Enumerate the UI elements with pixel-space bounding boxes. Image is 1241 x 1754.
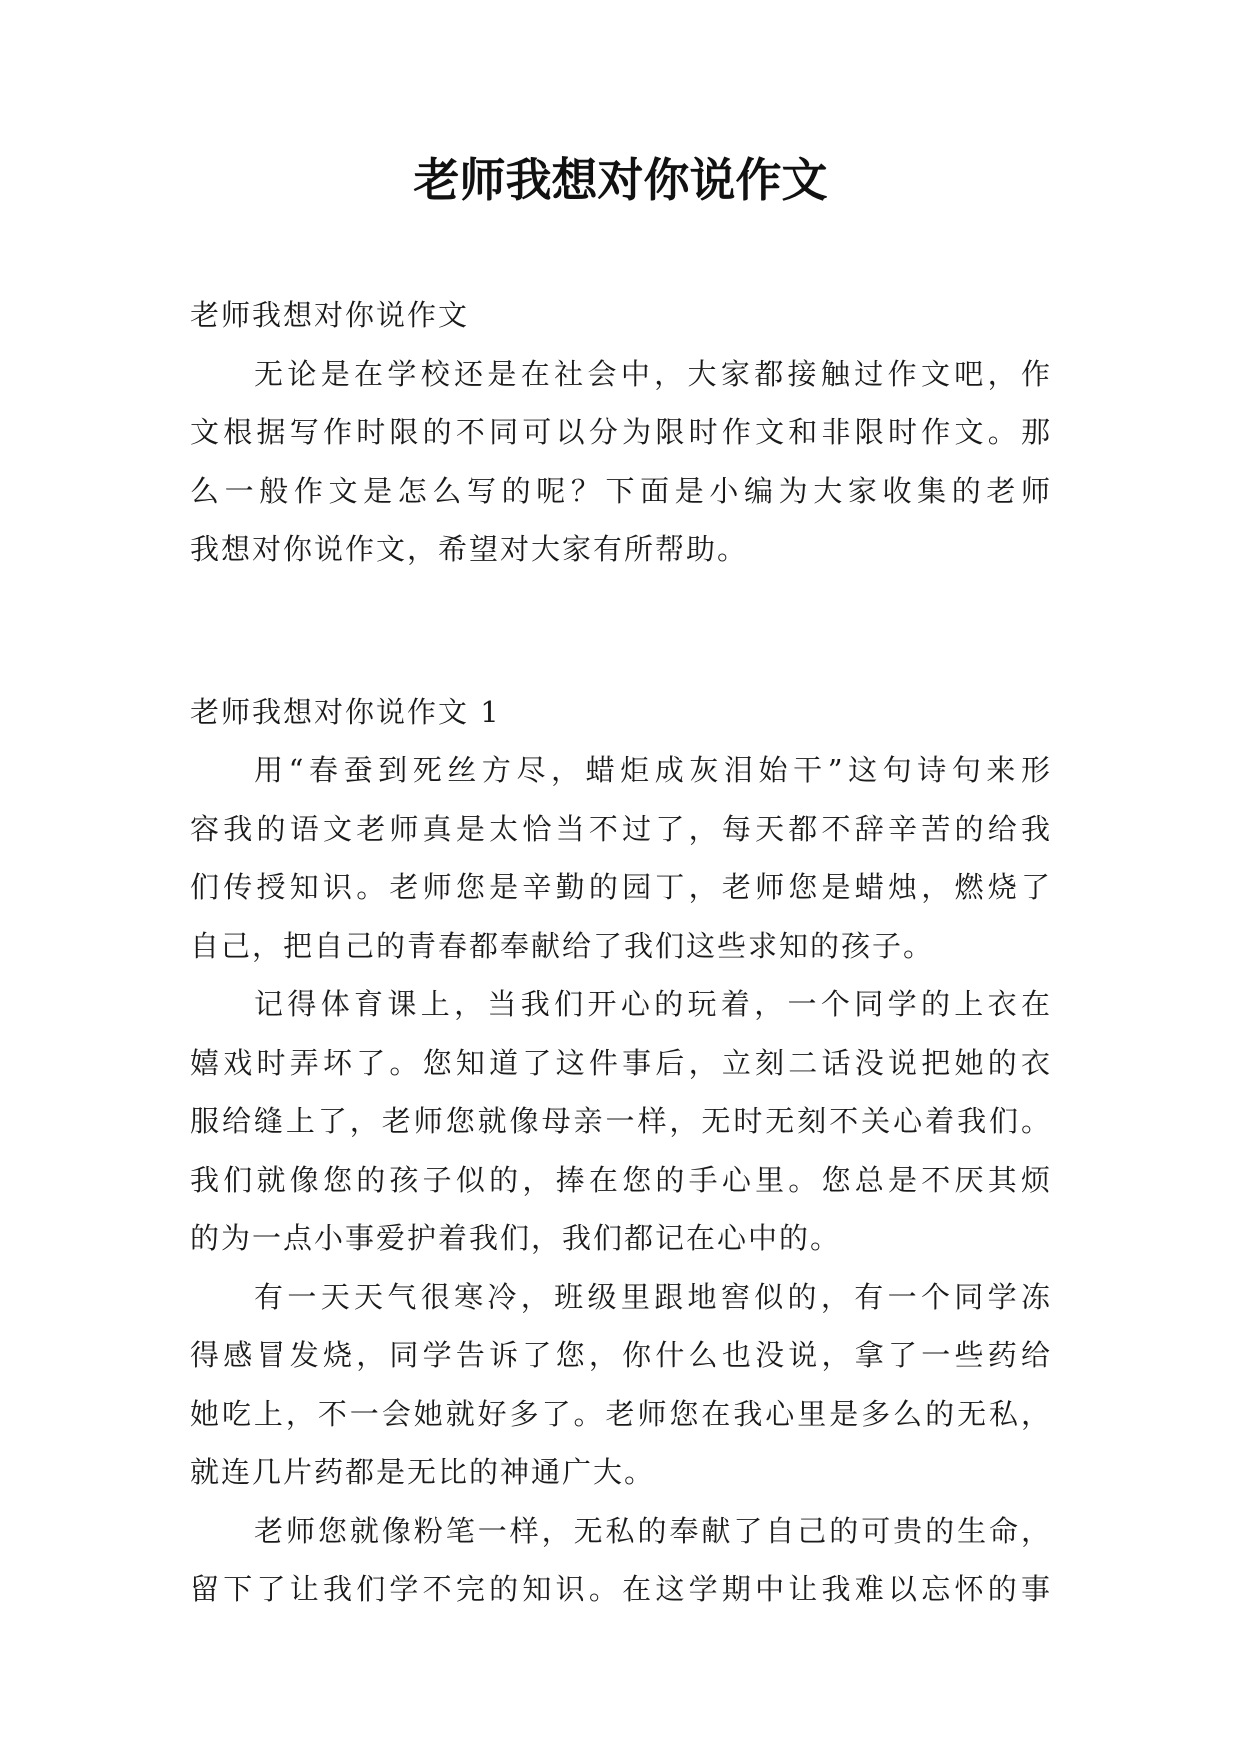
paragraph-line: 我想对你说作文，希望对大家有所帮助。 (190, 532, 749, 566)
paragraph-line: 老师您就像粉笔一样，无私的奉献了自己的可贵的生命， (254, 1513, 1052, 1548)
subtitle-line: 老师我想对你说作文 (190, 298, 470, 332)
paragraph-line: 嬉戏时弄坏了。您知道了这件事后，立刻二话没说把她的衣 (190, 1045, 1052, 1080)
section-heading: 老师我想对你说作文 1 (190, 694, 501, 729)
paragraph-line: 有一天天气很寒冷，班级里跟地窖似的，有一个同学冻 (254, 1279, 1052, 1314)
paragraph-line: 用“春蚕到死丝方尽，蜡炬成灰泪始干”这句诗句来形 (254, 753, 1052, 787)
paragraph-line: 么一般作文是怎么写的呢？下面是小编为大家收集的老师 (190, 473, 1052, 508)
paragraph-line: 得感冒发烧，同学告诉了您，你什么也没说，拿了一些药给 (190, 1338, 1052, 1372)
section-gap (190, 579, 1052, 683)
paragraph-line: 就连几片药都是无比的神通广大。 (190, 1455, 656, 1489)
paragraph-line: 我们就像您的孩子似的，捧在您的手心里。您总是不厌其烦 (190, 1162, 1052, 1197)
paragraph-line: 留下了让我们学不完的知识。在这学期中让我难以忘怀的事 (190, 1572, 1052, 1606)
paragraph-line: 的为一点小事爱护着我们，我们都记在心中的。 (190, 1221, 842, 1255)
document-body (190, 286, 1052, 1619)
paragraph-line: 记得体育课上，当我们开心的玩着，一个同学的上衣在 (254, 987, 1052, 1021)
paragraph-line: 文根据写作时限的不同可以分为限时作文和非限时作文。那 (190, 415, 1052, 449)
paragraph-line: 容我的语文老师真是太恰当不过了，每天都不辞辛苦的给我 (190, 811, 1052, 846)
paragraph-line: 自己，把自己的青春都奉献给了我们这些求知的孩子。 (190, 928, 935, 963)
paragraph-line: 服给缝上了，老师您就像母亲一样，无时无刻不关心着我们。 (190, 1104, 1052, 1138)
paragraph-line: 她吃上，不一会她就好多了。老师您在我心里是多么的无私， (190, 1396, 1052, 1431)
paragraph-line: 无论是在学校还是在社会中，大家都接触过作文吧，作 (254, 356, 1052, 391)
paragraph-line: 们传授知识。老师您是辛勤的园丁，老师您是蜡烛，燃烧了 (190, 870, 1052, 904)
document-title: 老师我想对你说作文 (413, 153, 828, 207)
